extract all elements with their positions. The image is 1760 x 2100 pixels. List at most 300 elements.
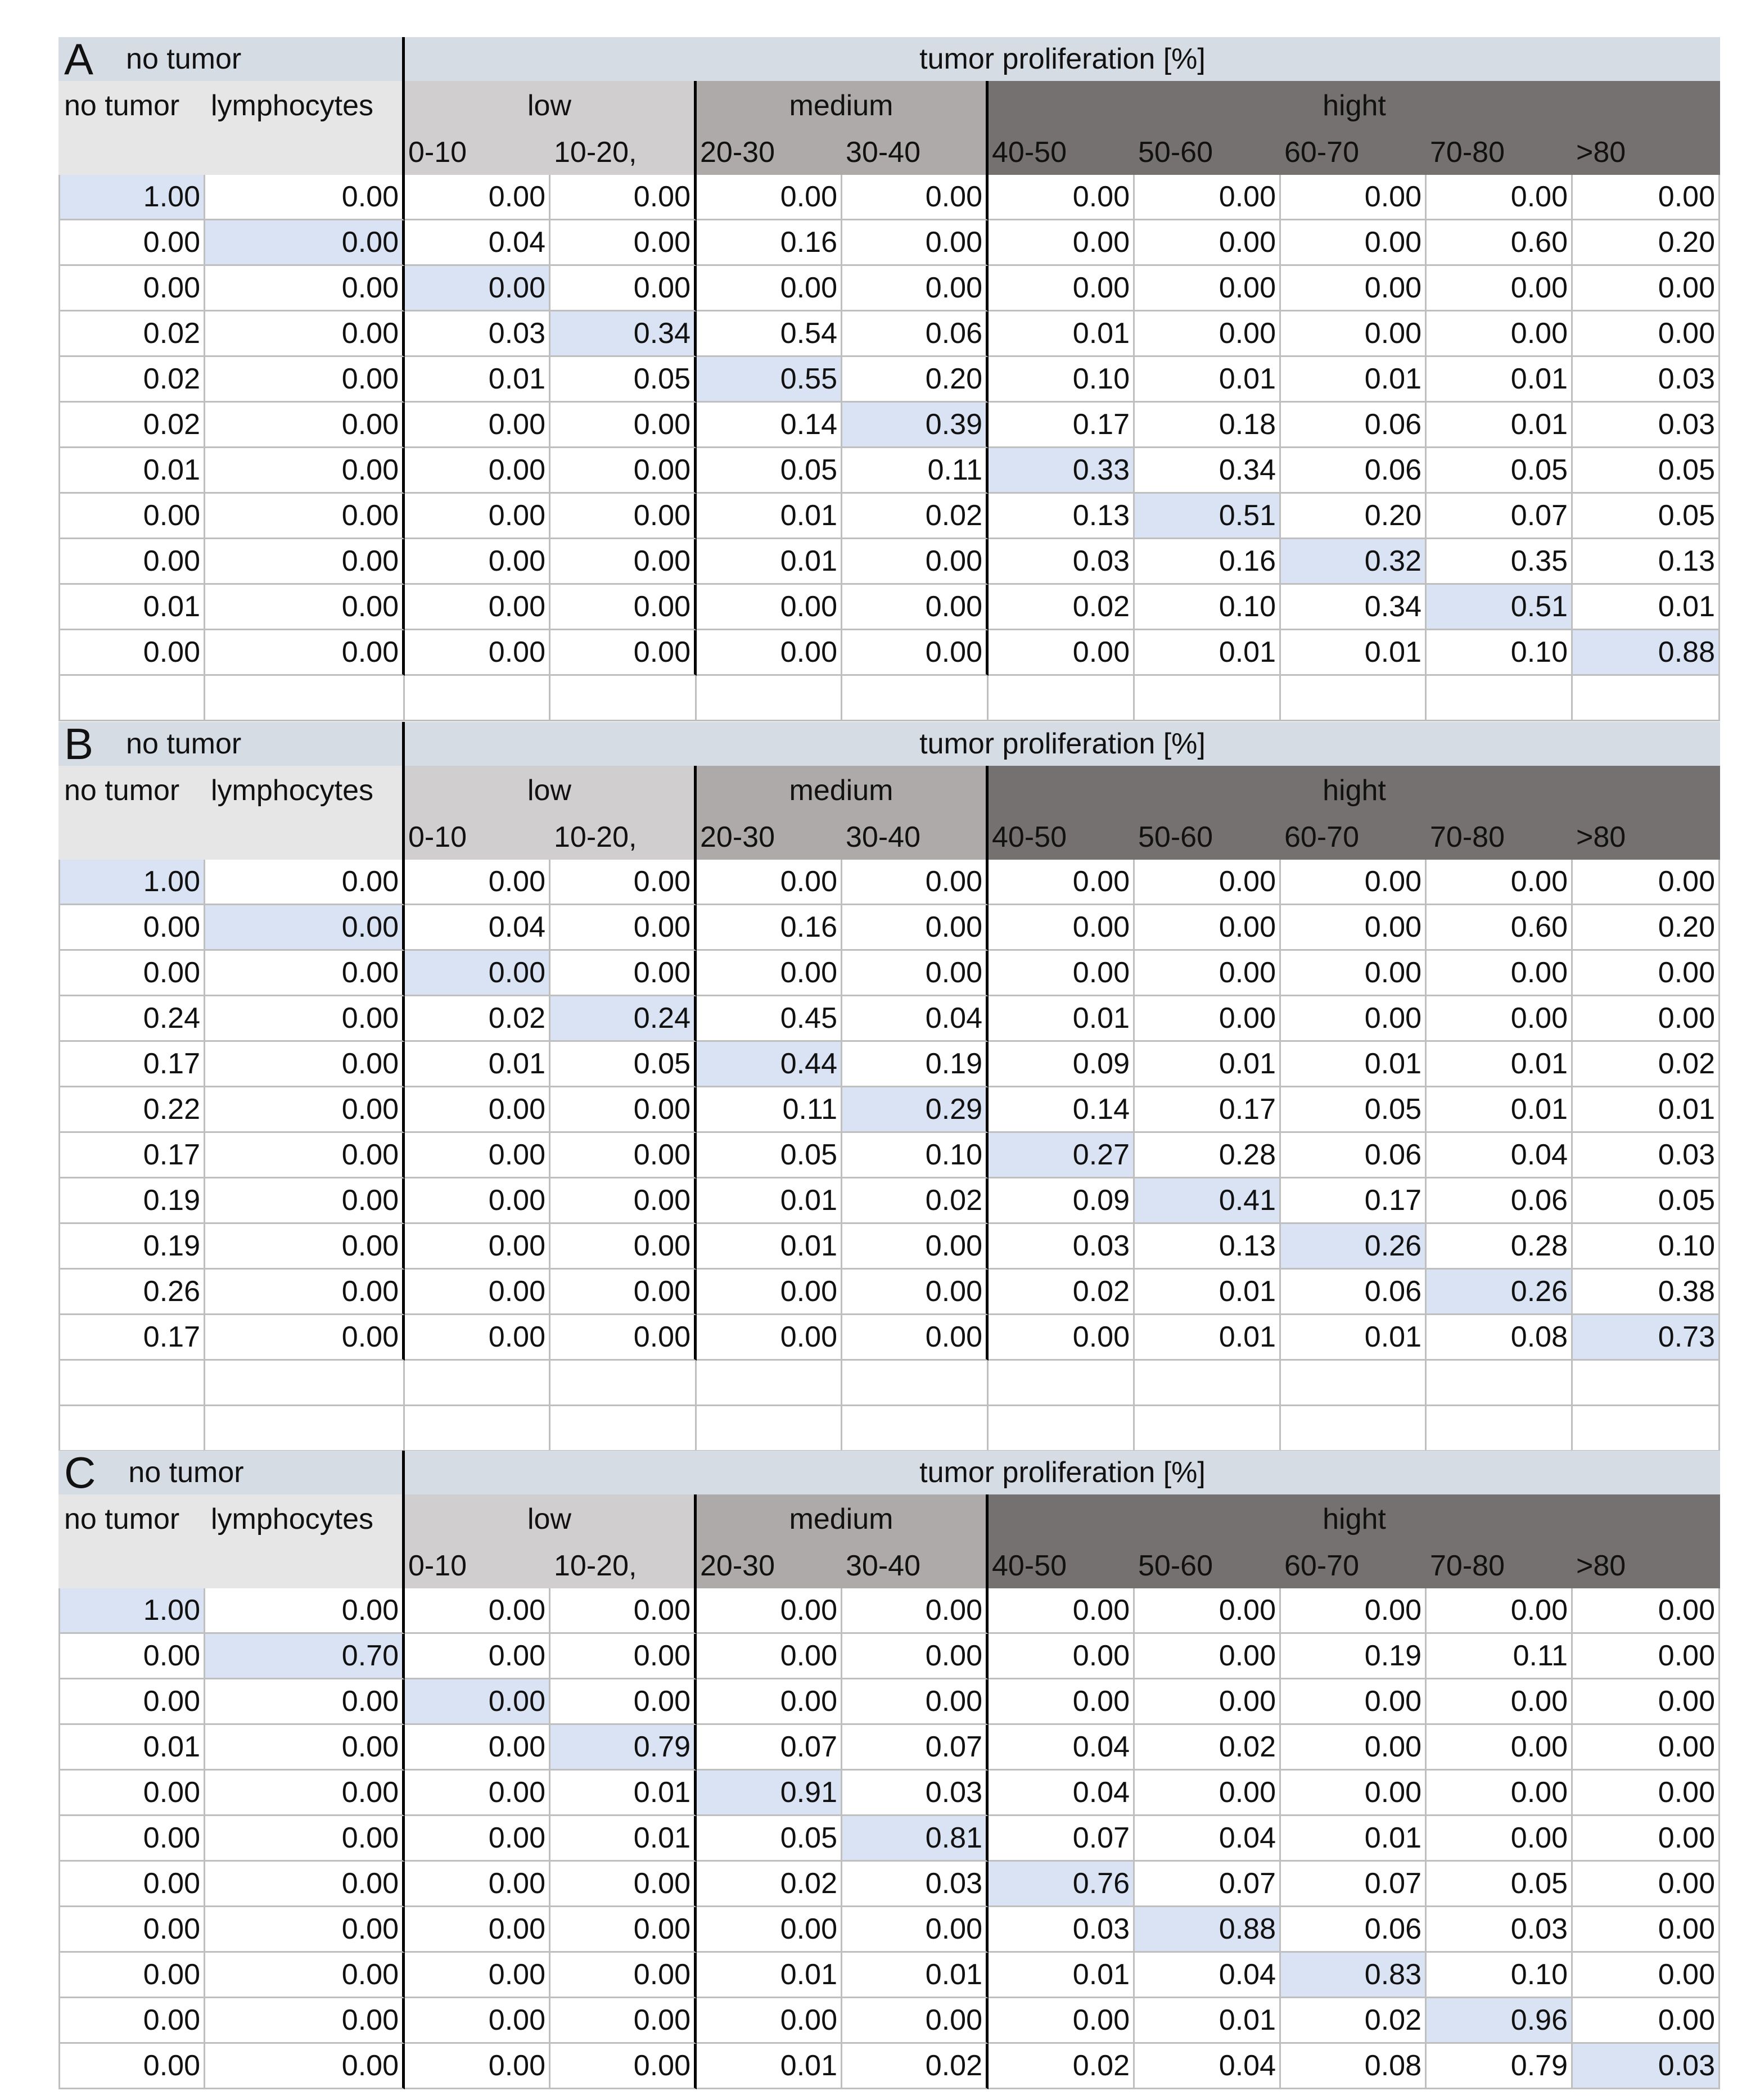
value-cell: 0.00 [405,1862,550,1907]
value-cell: 0.19 [842,1042,989,1087]
value-cell: 0.00 [550,1315,697,1361]
value-cell: 0.28 [1427,1224,1573,1270]
diagonal-value-cell: 0.88 [1135,1907,1281,1953]
col-no-tumor-header: no tumor [58,766,205,815]
value-cell: 0.00 [550,951,697,996]
value-cell: 0.05 [550,1042,697,1087]
value-cell: 0.00 [989,175,1135,220]
group-medium-header: medium [697,81,989,130]
value-cell: 0.00 [697,860,842,905]
value-cell: 0.38 [1573,1270,1720,1315]
value-cell: 0.00 [1135,311,1281,357]
value-cell: 0.00 [58,1907,205,1953]
value-cell: 0.13 [1135,1224,1281,1270]
value-cell: 0.00 [550,1634,697,1679]
value-cell: 0.01 [1281,1042,1427,1087]
value-cell: 0.04 [405,905,550,951]
value-cell: 0.60 [1427,220,1573,266]
value-cell: 0.00 [205,266,405,311]
value-cell: 0.00 [842,266,989,311]
value-cell: 0.00 [1281,1588,1427,1634]
diagonal-value-cell: 0.51 [1135,494,1281,539]
value-cell: 0.10 [1427,1953,1573,1998]
value-cell: 0.00 [550,1224,697,1270]
value-cell: 0.00 [1281,860,1427,905]
table-row [58,1771,1720,1816]
value-cell: 0.17 [989,403,1135,448]
empty-cell [697,1361,842,1406]
value-cell: 0.00 [697,1998,842,2044]
value-cell: 0.00 [205,1315,405,1361]
empty-cell [1427,1406,1573,1452]
value-cell: 0.00 [58,1634,205,1679]
value-cell: 0.02 [697,1862,842,1907]
value-cell: 0.20 [842,357,989,403]
table-row [58,175,1720,220]
diagonal-value-cell: 0.91 [697,1771,842,1816]
value-cell: 0.03 [842,1771,989,1816]
group-medium-header: medium [697,766,989,815]
value-cell: 0.00 [1573,860,1720,905]
range-header: 0-10 [405,1543,550,1588]
diagonal-value-cell: 0.26 [1427,1270,1573,1315]
value-cell: 0.07 [1427,494,1573,539]
value-cell: 0.00 [405,860,550,905]
table-row [58,630,1720,676]
value-cell: 0.02 [1281,1998,1427,2044]
value-cell: 0.02 [1573,1042,1720,1087]
value-cell: 0.00 [842,1315,989,1361]
value-cell: 0.11 [1427,1634,1573,1679]
value-cell: 0.00 [205,585,405,630]
value-cell: 0.00 [58,1998,205,2044]
value-cell: 0.05 [697,1816,842,1862]
value-cell: 0.00 [1427,266,1573,311]
value-cell: 0.00 [989,905,1135,951]
no-tumor-group-header [58,37,405,81]
value-cell: 0.02 [989,585,1135,630]
value-cell: 0.00 [989,860,1135,905]
value-cell: 0.04 [1135,1953,1281,1998]
value-cell: 0.00 [58,905,205,951]
table-row [58,448,1720,494]
value-cell: 0.00 [550,905,697,951]
value-cell: 0.01 [1135,630,1281,676]
value-cell: 0.00 [1573,1679,1720,1725]
value-cell: 0.00 [842,860,989,905]
empty-cell [1427,1361,1573,1406]
range-header: 70-80 [1427,130,1573,175]
value-cell: 0.07 [1135,1862,1281,1907]
value-cell: 0.00 [697,175,842,220]
value-cell: 0.01 [405,357,550,403]
group-high-header: hight [989,81,1720,130]
value-cell: 0.00 [205,1679,405,1725]
value-cell: 0.03 [1427,1907,1573,1953]
table-row [58,1270,1720,1315]
diagonal-value-cell: 0.00 [405,951,550,996]
value-cell: 0.00 [1281,905,1427,951]
value-cell: 0.19 [58,1224,205,1270]
value-cell: 0.00 [1573,1771,1720,1816]
value-cell: 0.00 [1573,996,1720,1042]
table-letter: B [64,722,94,766]
value-cell: 0.00 [1281,996,1427,1042]
value-cell: 0.00 [842,1679,989,1725]
value-cell: 0.00 [550,1178,697,1224]
value-cell: 0.00 [205,403,405,448]
value-cell: 0.00 [205,1953,405,1998]
value-cell: 0.00 [58,266,205,311]
range-header: 60-70 [1281,1543,1427,1588]
value-cell: 0.04 [842,996,989,1042]
range-header: 30-40 [842,1543,989,1588]
range-header: 10-20, [550,130,697,175]
value-cell: 0.45 [697,996,842,1042]
value-cell: 0.00 [1573,1953,1720,1998]
range-header: 20-30 [697,130,842,175]
value-cell: 0.20 [1573,905,1720,951]
value-cell: 0.00 [550,1679,697,1725]
value-cell: 0.01 [1281,630,1427,676]
value-cell: 0.03 [989,539,1135,585]
value-cell: 0.07 [1281,1862,1427,1907]
value-cell: 0.00 [697,1270,842,1315]
value-cell: 0.14 [697,403,842,448]
proliferation-title: tumor proliferation [%] [405,1451,1720,1494]
value-cell: 0.00 [205,448,405,494]
value-cell: 0.00 [1427,1816,1573,1862]
col-no-tumor-header: no tumor [58,81,205,130]
value-cell: 0.00 [205,1771,405,1816]
value-cell: 0.02 [58,311,205,357]
value-cell: 0.00 [405,1907,550,1953]
empty-cell [550,1361,697,1406]
empty-cell [1281,676,1427,721]
diagonal-value-cell: 0.51 [1427,585,1573,630]
value-cell: 0.00 [205,951,405,996]
value-cell: 0.19 [58,1178,205,1224]
value-cell: 0.03 [1573,357,1720,403]
value-cell: 0.09 [989,1042,1135,1087]
no-tumor-group-label: no tumor [128,1456,244,1489]
empty-cell [205,1406,405,1452]
value-cell: 0.00 [550,539,697,585]
value-cell: 0.01 [1281,1315,1427,1361]
value-cell: 0.02 [58,403,205,448]
value-cell: 0.04 [1427,1133,1573,1178]
value-cell: 0.00 [1281,1771,1427,1816]
diagonal-value-cell: 0.39 [842,403,989,448]
value-cell: 0.01 [989,1953,1135,1998]
value-cell: 0.02 [989,2044,1135,2089]
empty-cell [550,676,697,721]
range-header: 10-20, [550,1543,697,1588]
value-cell: 0.11 [697,1087,842,1133]
range-header: 40-50 [989,1543,1135,1588]
empty-cell [989,676,1135,721]
table-row [58,1315,1720,1361]
value-cell: 0.00 [1135,1679,1281,1725]
value-cell: 0.00 [58,951,205,996]
value-cell: 0.00 [405,1953,550,1998]
value-cell: 0.00 [550,1270,697,1315]
value-cell: 0.01 [1427,357,1573,403]
value-cell: 0.00 [405,585,550,630]
table-row [58,585,1720,630]
value-cell: 0.00 [989,1679,1135,1725]
diagonal-value-cell: 0.88 [1573,630,1720,676]
empty-cell [1281,1361,1427,1406]
value-cell: 0.03 [1573,1133,1720,1178]
blank-row [58,1406,1720,1452]
col-lymphocytes-header: lymphocytes [205,1494,405,1543]
value-cell: 0.00 [1573,951,1720,996]
table-row [58,1725,1720,1771]
empty-cell [1573,1406,1720,1452]
diagonal-value-cell: 0.00 [405,266,550,311]
value-cell: 0.03 [842,1862,989,1907]
value-cell: 0.05 [697,448,842,494]
value-cell: 0.06 [1281,448,1427,494]
value-cell: 0.00 [1573,1634,1720,1679]
value-cell: 0.00 [1427,1588,1573,1634]
value-cell: 0.00 [205,494,405,539]
value-cell: 0.00 [1281,1725,1427,1771]
range-header-blank [58,130,405,175]
empty-cell [989,1406,1135,1452]
value-cell: 0.00 [550,1907,697,1953]
diagonal-value-cell: 0.73 [1573,1315,1720,1361]
value-cell: 0.00 [58,1862,205,1907]
value-cell: 0.02 [842,1178,989,1224]
value-cell: 0.00 [1573,1588,1720,1634]
value-cell: 0.00 [1135,860,1281,905]
value-cell: 0.01 [405,1042,550,1087]
table-row [58,1178,1720,1224]
value-cell: 0.00 [205,630,405,676]
value-cell: 0.00 [1135,905,1281,951]
value-cell: 0.01 [697,539,842,585]
value-cell: 0.00 [58,1816,205,1862]
value-cell: 0.05 [1281,1087,1427,1133]
value-cell: 0.00 [205,1042,405,1087]
range-header: 40-50 [989,130,1135,175]
value-cell: 0.00 [405,1588,550,1634]
value-cell: 0.00 [842,951,989,996]
range-header-blank [58,1543,405,1588]
value-cell: 0.00 [842,1588,989,1634]
value-cell: 0.01 [1135,357,1281,403]
range-header: 30-40 [842,130,989,175]
range-header: >80 [1573,130,1720,175]
value-cell: 0.00 [550,1998,697,2044]
empty-cell [989,1361,1135,1406]
value-cell: 0.00 [1573,1725,1720,1771]
value-cell: 0.00 [697,1588,842,1634]
value-cell: 0.00 [550,1588,697,1634]
range-header: 20-30 [697,815,842,860]
value-cell: 0.00 [405,1087,550,1133]
value-cell: 0.00 [1573,311,1720,357]
table-row [58,539,1720,585]
value-cell: 0.01 [1135,1042,1281,1087]
value-cell: 0.00 [842,1907,989,1953]
value-cell: 0.06 [1281,1907,1427,1953]
diagonal-value-cell: 0.76 [989,1862,1135,1907]
value-cell: 0.05 [697,1133,842,1178]
empty-cell [697,676,842,721]
value-cell: 0.10 [842,1133,989,1178]
table-row [58,2044,1720,2089]
diagonal-value-cell: 0.32 [1281,539,1427,585]
value-cell: 0.00 [842,585,989,630]
value-cell: 0.00 [205,1087,405,1133]
table-row [58,1224,1720,1270]
value-cell: 0.00 [205,1862,405,1907]
value-cell: 0.05 [1573,494,1720,539]
value-cell: 0.09 [989,1178,1135,1224]
value-cell: 0.00 [1573,1998,1720,2044]
value-cell: 0.00 [58,539,205,585]
value-cell: 0.11 [842,448,989,494]
value-cell: 0.01 [58,585,205,630]
value-cell: 0.13 [1573,539,1720,585]
value-cell: 0.10 [1427,630,1573,676]
value-cell: 0.03 [405,311,550,357]
value-cell: 0.00 [58,2044,205,2089]
diagonal-value-cell: 0.41 [1135,1178,1281,1224]
value-cell: 0.00 [842,220,989,266]
table-row [58,1998,1720,2044]
range-header: 40-50 [989,815,1135,860]
blank-row [58,1361,1720,1406]
value-cell: 0.04 [989,1771,1135,1816]
value-cell: 0.35 [1427,539,1573,585]
diagonal-value-cell: 0.44 [697,1042,842,1087]
value-cell: 0.00 [1281,1679,1427,1725]
empty-cell [697,1406,842,1452]
value-cell: 0.00 [405,1725,550,1771]
value-cell: 0.00 [405,175,550,220]
empty-cell [1427,676,1573,721]
col-no-tumor-header: no tumor [58,1494,205,1543]
value-cell: 0.07 [697,1725,842,1771]
value-cell: 0.02 [842,2044,989,2089]
value-cell: 0.00 [205,1998,405,2044]
value-cell: 0.00 [1135,996,1281,1042]
empty-cell [1135,1361,1281,1406]
empty-cell [205,676,405,721]
range-header: 70-80 [1427,1543,1573,1588]
range-header: 50-60 [1135,130,1281,175]
value-cell: 0.00 [550,1087,697,1133]
value-cell: 0.00 [1427,1679,1573,1725]
value-cell: 0.00 [697,266,842,311]
diagonal-value-cell: 0.79 [550,1725,697,1771]
value-cell: 0.00 [1573,1907,1720,1953]
diagonal-value-cell: 0.83 [1281,1953,1427,1998]
table-row [58,1042,1720,1087]
diagonal-value-cell: 1.00 [58,175,205,220]
value-cell: 0.03 [1573,403,1720,448]
value-cell: 0.60 [1427,905,1573,951]
value-cell: 0.00 [405,630,550,676]
diagonal-value-cell: 0.26 [1281,1224,1427,1270]
value-cell: 0.06 [1281,1270,1427,1315]
value-cell: 0.00 [1427,1771,1573,1816]
value-cell: 0.00 [989,220,1135,266]
table-row [58,403,1720,448]
table-row [58,1907,1720,1953]
value-cell: 0.00 [205,1588,405,1634]
value-cell: 0.17 [1281,1178,1427,1224]
value-cell: 0.00 [205,539,405,585]
value-cell: 0.10 [1135,585,1281,630]
value-cell: 0.01 [58,1725,205,1771]
value-cell: 0.00 [550,403,697,448]
value-cell: 0.00 [405,539,550,585]
group-high-header: hight [989,766,1720,815]
range-header: 60-70 [1281,130,1427,175]
value-cell: 0.00 [205,175,405,220]
no-tumor-group-header [58,1451,405,1494]
value-cell: 0.34 [1135,448,1281,494]
table-row [58,951,1720,996]
value-cell: 0.00 [205,1224,405,1270]
value-cell: 0.00 [550,860,697,905]
value-cell: 0.00 [205,1816,405,1862]
value-cell: 0.00 [405,1178,550,1224]
empty-cell [842,1361,989,1406]
empty-cell [1573,1361,1720,1406]
empty-cell [58,1361,205,1406]
range-header: 20-30 [697,1543,842,1588]
group-low-header: low [405,81,697,130]
table-row [58,1862,1720,1907]
value-cell: 0.00 [989,951,1135,996]
value-cell: 0.00 [405,1998,550,2044]
value-cell: 0.01 [1281,1816,1427,1862]
table-row [58,494,1720,539]
value-cell: 0.26 [58,1270,205,1315]
diagonal-value-cell: 0.00 [205,905,405,951]
diagonal-value-cell: 0.27 [989,1133,1135,1178]
value-cell: 0.16 [697,220,842,266]
value-cell: 0.00 [989,1998,1135,2044]
value-cell: 0.01 [1573,585,1720,630]
value-cell: 0.00 [58,1771,205,1816]
value-cell: 0.00 [405,2044,550,2089]
value-cell: 0.79 [1427,2044,1573,2089]
table-row [58,1634,1720,1679]
value-cell: 0.00 [205,1133,405,1178]
range-header-blank [58,815,405,860]
value-cell: 0.08 [1427,1315,1573,1361]
diagonal-value-cell: 0.00 [205,220,405,266]
value-cell: 0.00 [550,494,697,539]
value-cell: 0.14 [989,1087,1135,1133]
value-cell: 0.00 [1135,1634,1281,1679]
value-cell: 0.00 [1427,996,1573,1042]
value-cell: 0.00 [58,220,205,266]
value-cell: 0.00 [550,448,697,494]
range-header: 30-40 [842,815,989,860]
value-cell: 0.00 [989,1588,1135,1634]
proliferation-title: tumor proliferation [%] [405,722,1720,766]
value-cell: 0.04 [989,1725,1135,1771]
empty-cell [1281,1406,1427,1452]
